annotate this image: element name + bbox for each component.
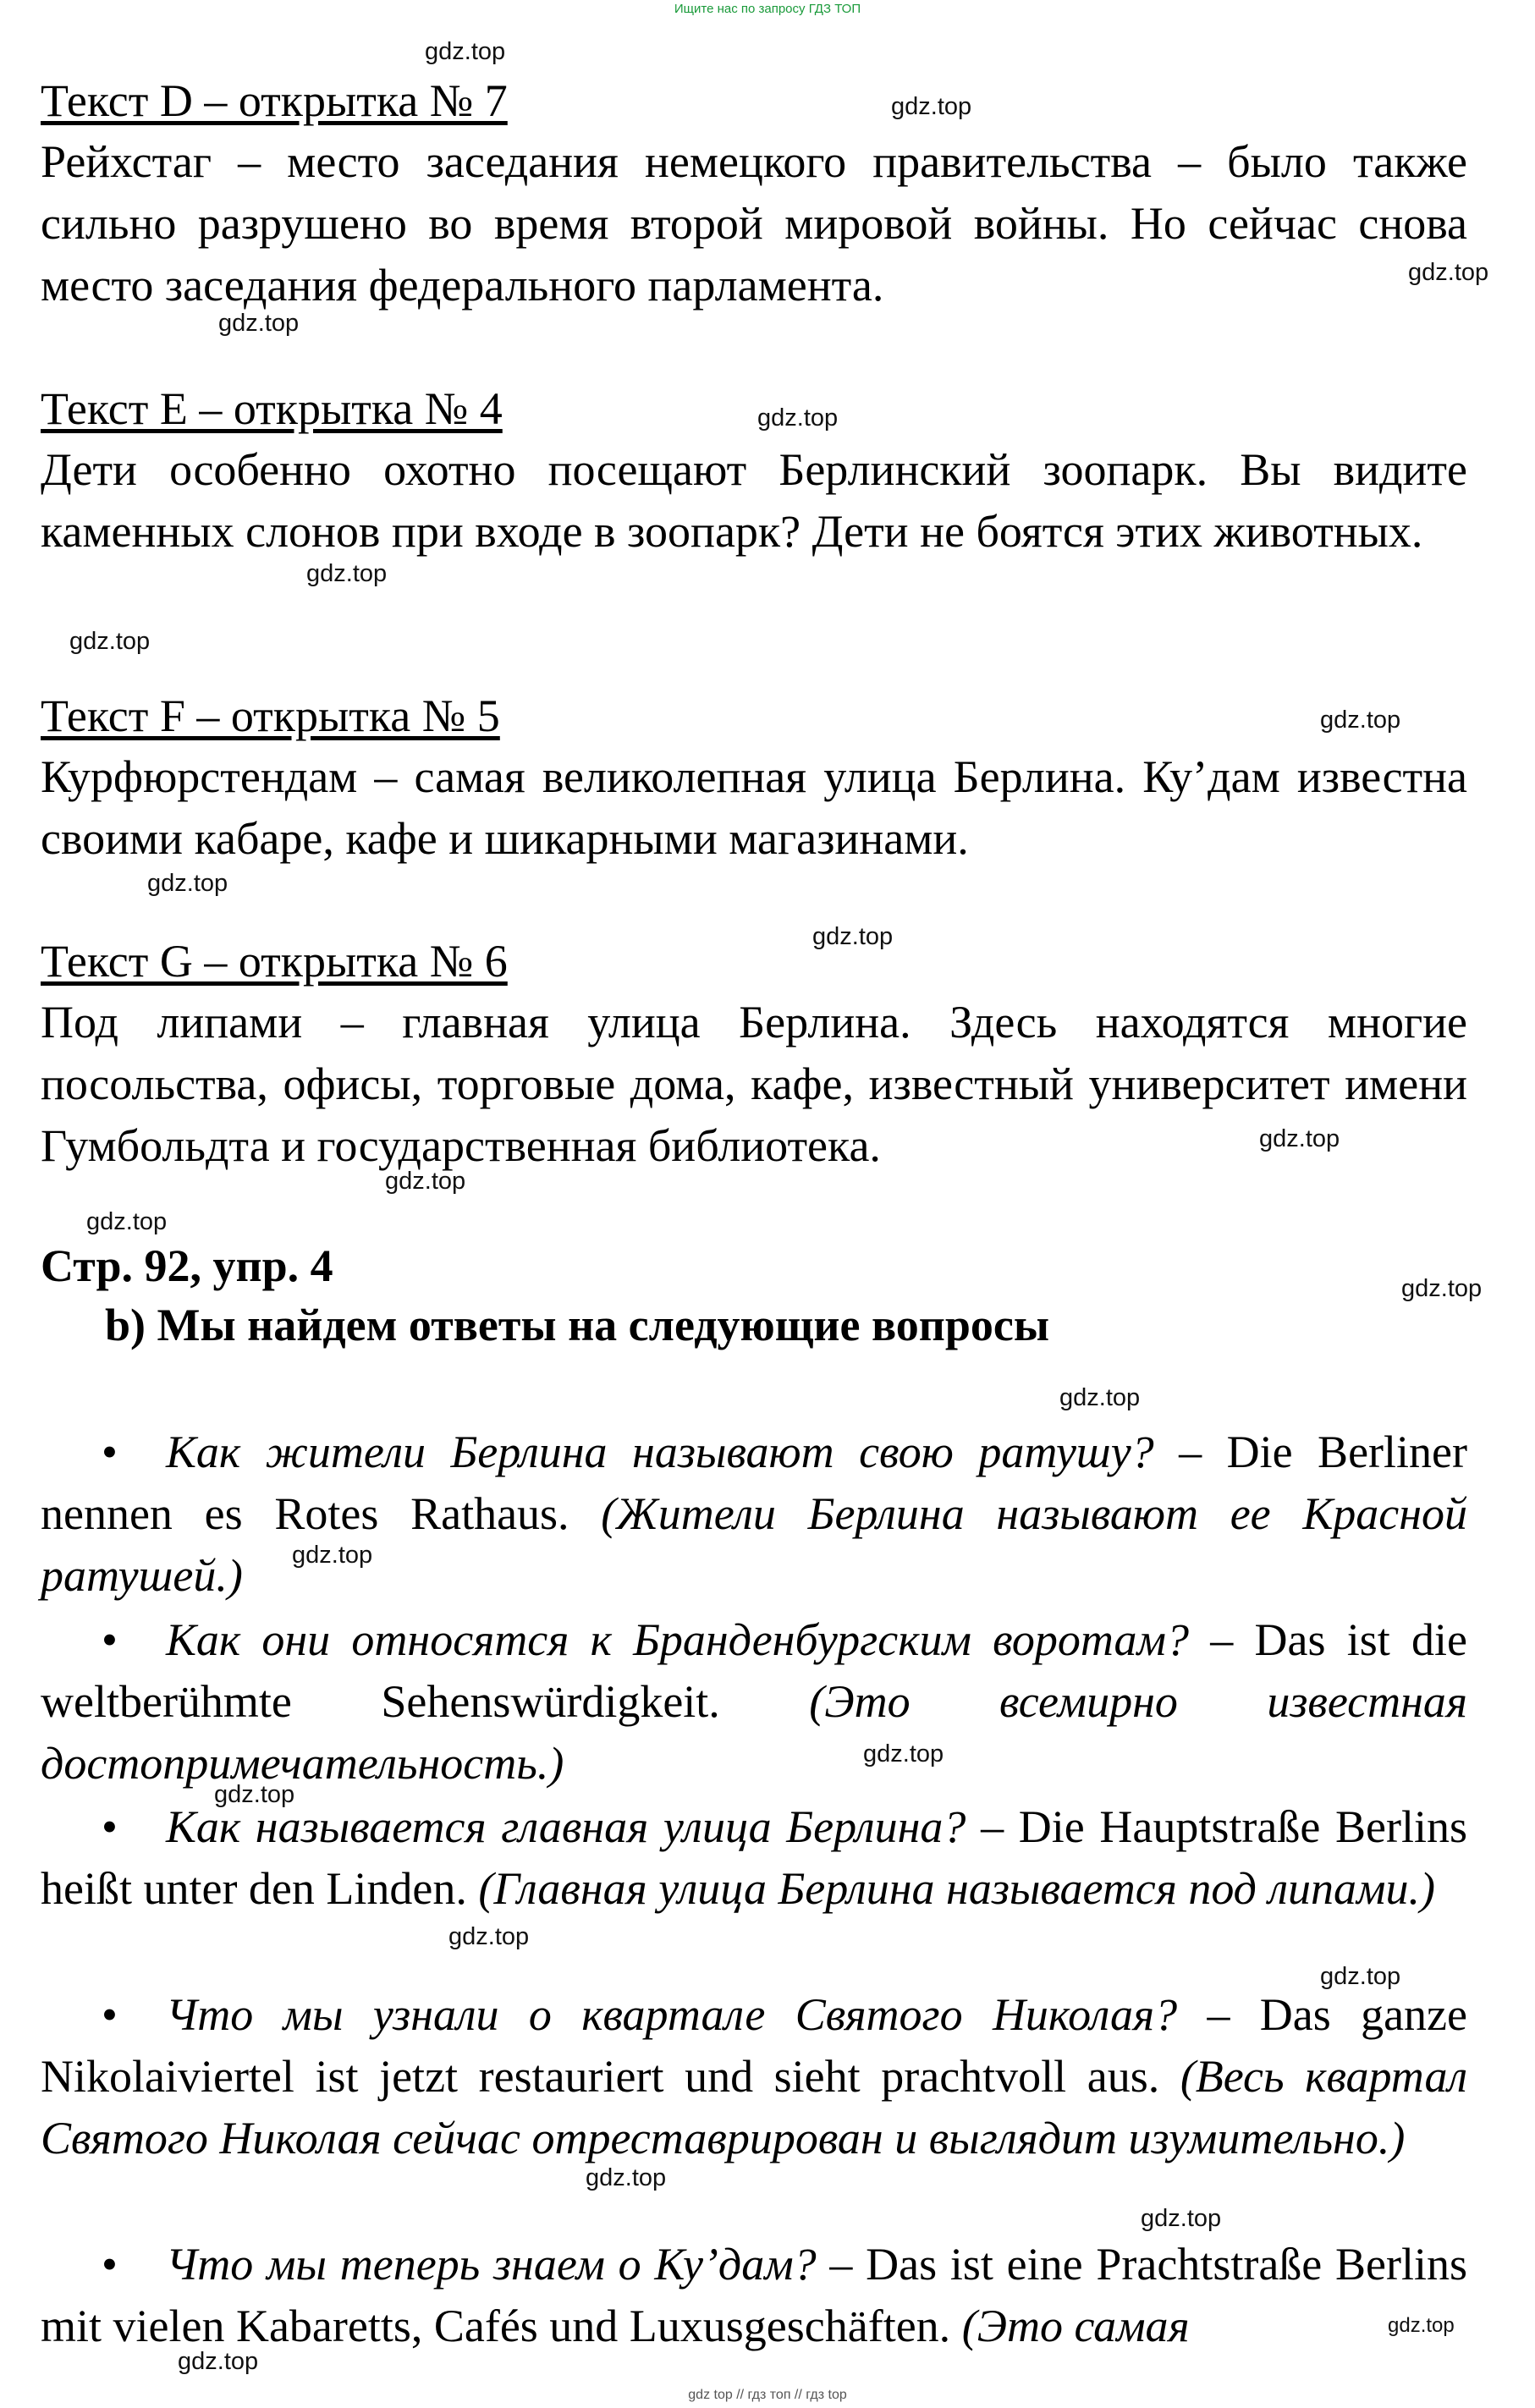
watermark: gdz.top	[757, 404, 839, 432]
question-item	[41, 1609, 1467, 1795]
question-item	[41, 1796, 1467, 1920]
answer-text: – Das ganze Nikolaiviertel ist jetzt restauriert und sieht prachtvoll aus.	[41, 1989, 1467, 2102]
translation-text: (Жители Берлина называют ее Красной ратушей.)	[41, 1488, 1467, 1601]
watermark: gdz.top	[1401, 1275, 1483, 1302]
text-body: Дети особенно охотно посещают Берлинский зоопарк. Вы видите каменных слонов при входе в зоопарк? Дети не боятся этих животных.	[41, 444, 1467, 557]
top-banner: Ищите нас по запросу ГДЗ ТОП	[674, 2, 861, 16]
watermark: gdz.top	[306, 560, 388, 587]
translation-text: (Главная улица Берлина называется под липами.)	[478, 1863, 1435, 1914]
watermark: gdz.top	[448, 1923, 530, 1950]
question-text: Что мы узнали о квартале Святого Николая?	[166, 1989, 1178, 2040]
section-subtitle: b) Мы найдем ответы на следующие вопросы	[105, 1300, 1050, 1350]
section-title: Стр. 92, упр. 4	[41, 1240, 333, 1291]
question-item	[41, 2234, 1467, 2357]
text-body: Рейхстаг – место заседания немецкого правительства – было также сильно разрушено во время второй мировой войны. Но сейчас снова место заседания федерального парламента.	[41, 136, 1467, 311]
bullet-icon: •	[102, 1614, 118, 1665]
bullet-icon: •	[102, 1801, 118, 1852]
watermark: gdz.top	[385, 1168, 466, 1195]
watermark: gdz.top	[812, 923, 894, 950]
text-body: Под липами – главная улица Берлина. Здесь находятся многие посольства, офисы, торговые дома, кафе, известный университет имени Гумбольдта и государственная библиотека.	[41, 997, 1467, 1171]
answer-text: – Die Hauptstraße Berlins heißt unter den Linden.	[41, 1801, 1468, 1914]
question-item	[41, 1984, 1467, 2169]
answer-text: – Die Berliner nennen es Rotes Rathaus.	[41, 1427, 1467, 1539]
question-text: Что мы теперь знаем о Ку’дам?	[166, 2239, 817, 2290]
watermark: gdz.top	[1141, 2205, 1222, 2232]
translation-text: (Это всемирно известная достопримечательность.)	[41, 1676, 1467, 1789]
text-heading: Текст E – открытка № 4	[41, 383, 503, 434]
answer-text: – Das ist eine Prachtstraße Berlins mit vielen Kabaretts, Cafés und Luxusgeschäften.	[41, 2239, 1467, 2351]
bullet-icon: •	[102, 1427, 118, 1477]
watermark: gdz.top	[86, 1208, 168, 1235]
watermark: gdz.top	[1320, 1963, 1401, 1990]
question-text: Как называется главная улица Берлина?	[166, 1801, 966, 1852]
question-item	[41, 1421, 1467, 1607]
watermark: gdz.top	[586, 2164, 667, 2191]
watermark: gdz.top	[214, 1781, 295, 1808]
watermark: gdz.top	[292, 1542, 373, 1569]
watermark: gdz.top	[178, 2348, 259, 2375]
watermark: gdz.top	[863, 1740, 944, 1768]
watermark: gdz.top	[1320, 706, 1401, 734]
watermark: gdz.top	[1059, 1384, 1141, 1411]
watermark: gdz.top	[69, 628, 151, 655]
question-text: Как они относятся к Бранденбургским воротам?	[166, 1614, 1190, 1665]
watermark: gdz.top	[1259, 1125, 1340, 1152]
watermark: gdz.top	[1388, 2314, 1455, 2337]
bottom-banner: gdz top // гдз топ // гдз top	[688, 2388, 847, 2402]
translation-text: (Это самая	[961, 2301, 1190, 2351]
answer-text: – Das ist die weltberühmte Sehenswürdigkeit.	[41, 1614, 1467, 1727]
bullet-icon: •	[102, 2239, 118, 2290]
question-text: Как жители Берлина называют свою ратушу?	[166, 1427, 1154, 1477]
watermark: gdz.top	[425, 38, 506, 65]
watermark: gdz.top	[1408, 259, 1489, 286]
text-body: Курфюрстендам – самая великолепная улица Берлина. Ку’дам известна своими кабаре, кафе и шикарными магазинами.	[41, 751, 1467, 864]
watermark: gdz.top	[218, 310, 300, 337]
watermark: gdz.top	[891, 93, 972, 120]
bullet-icon: •	[102, 1989, 118, 2040]
translation-text: (Весь квартал Святого Николая сейчас отреставрирован и выглядит изумительно.)	[41, 2051, 1468, 2163]
text-heading: Текст F – открытка № 5	[41, 690, 500, 741]
text-heading: Текст D – открытка № 7	[41, 75, 508, 126]
watermark: gdz.top	[147, 870, 228, 897]
text-heading: Текст G – открытка № 6	[41, 936, 508, 987]
